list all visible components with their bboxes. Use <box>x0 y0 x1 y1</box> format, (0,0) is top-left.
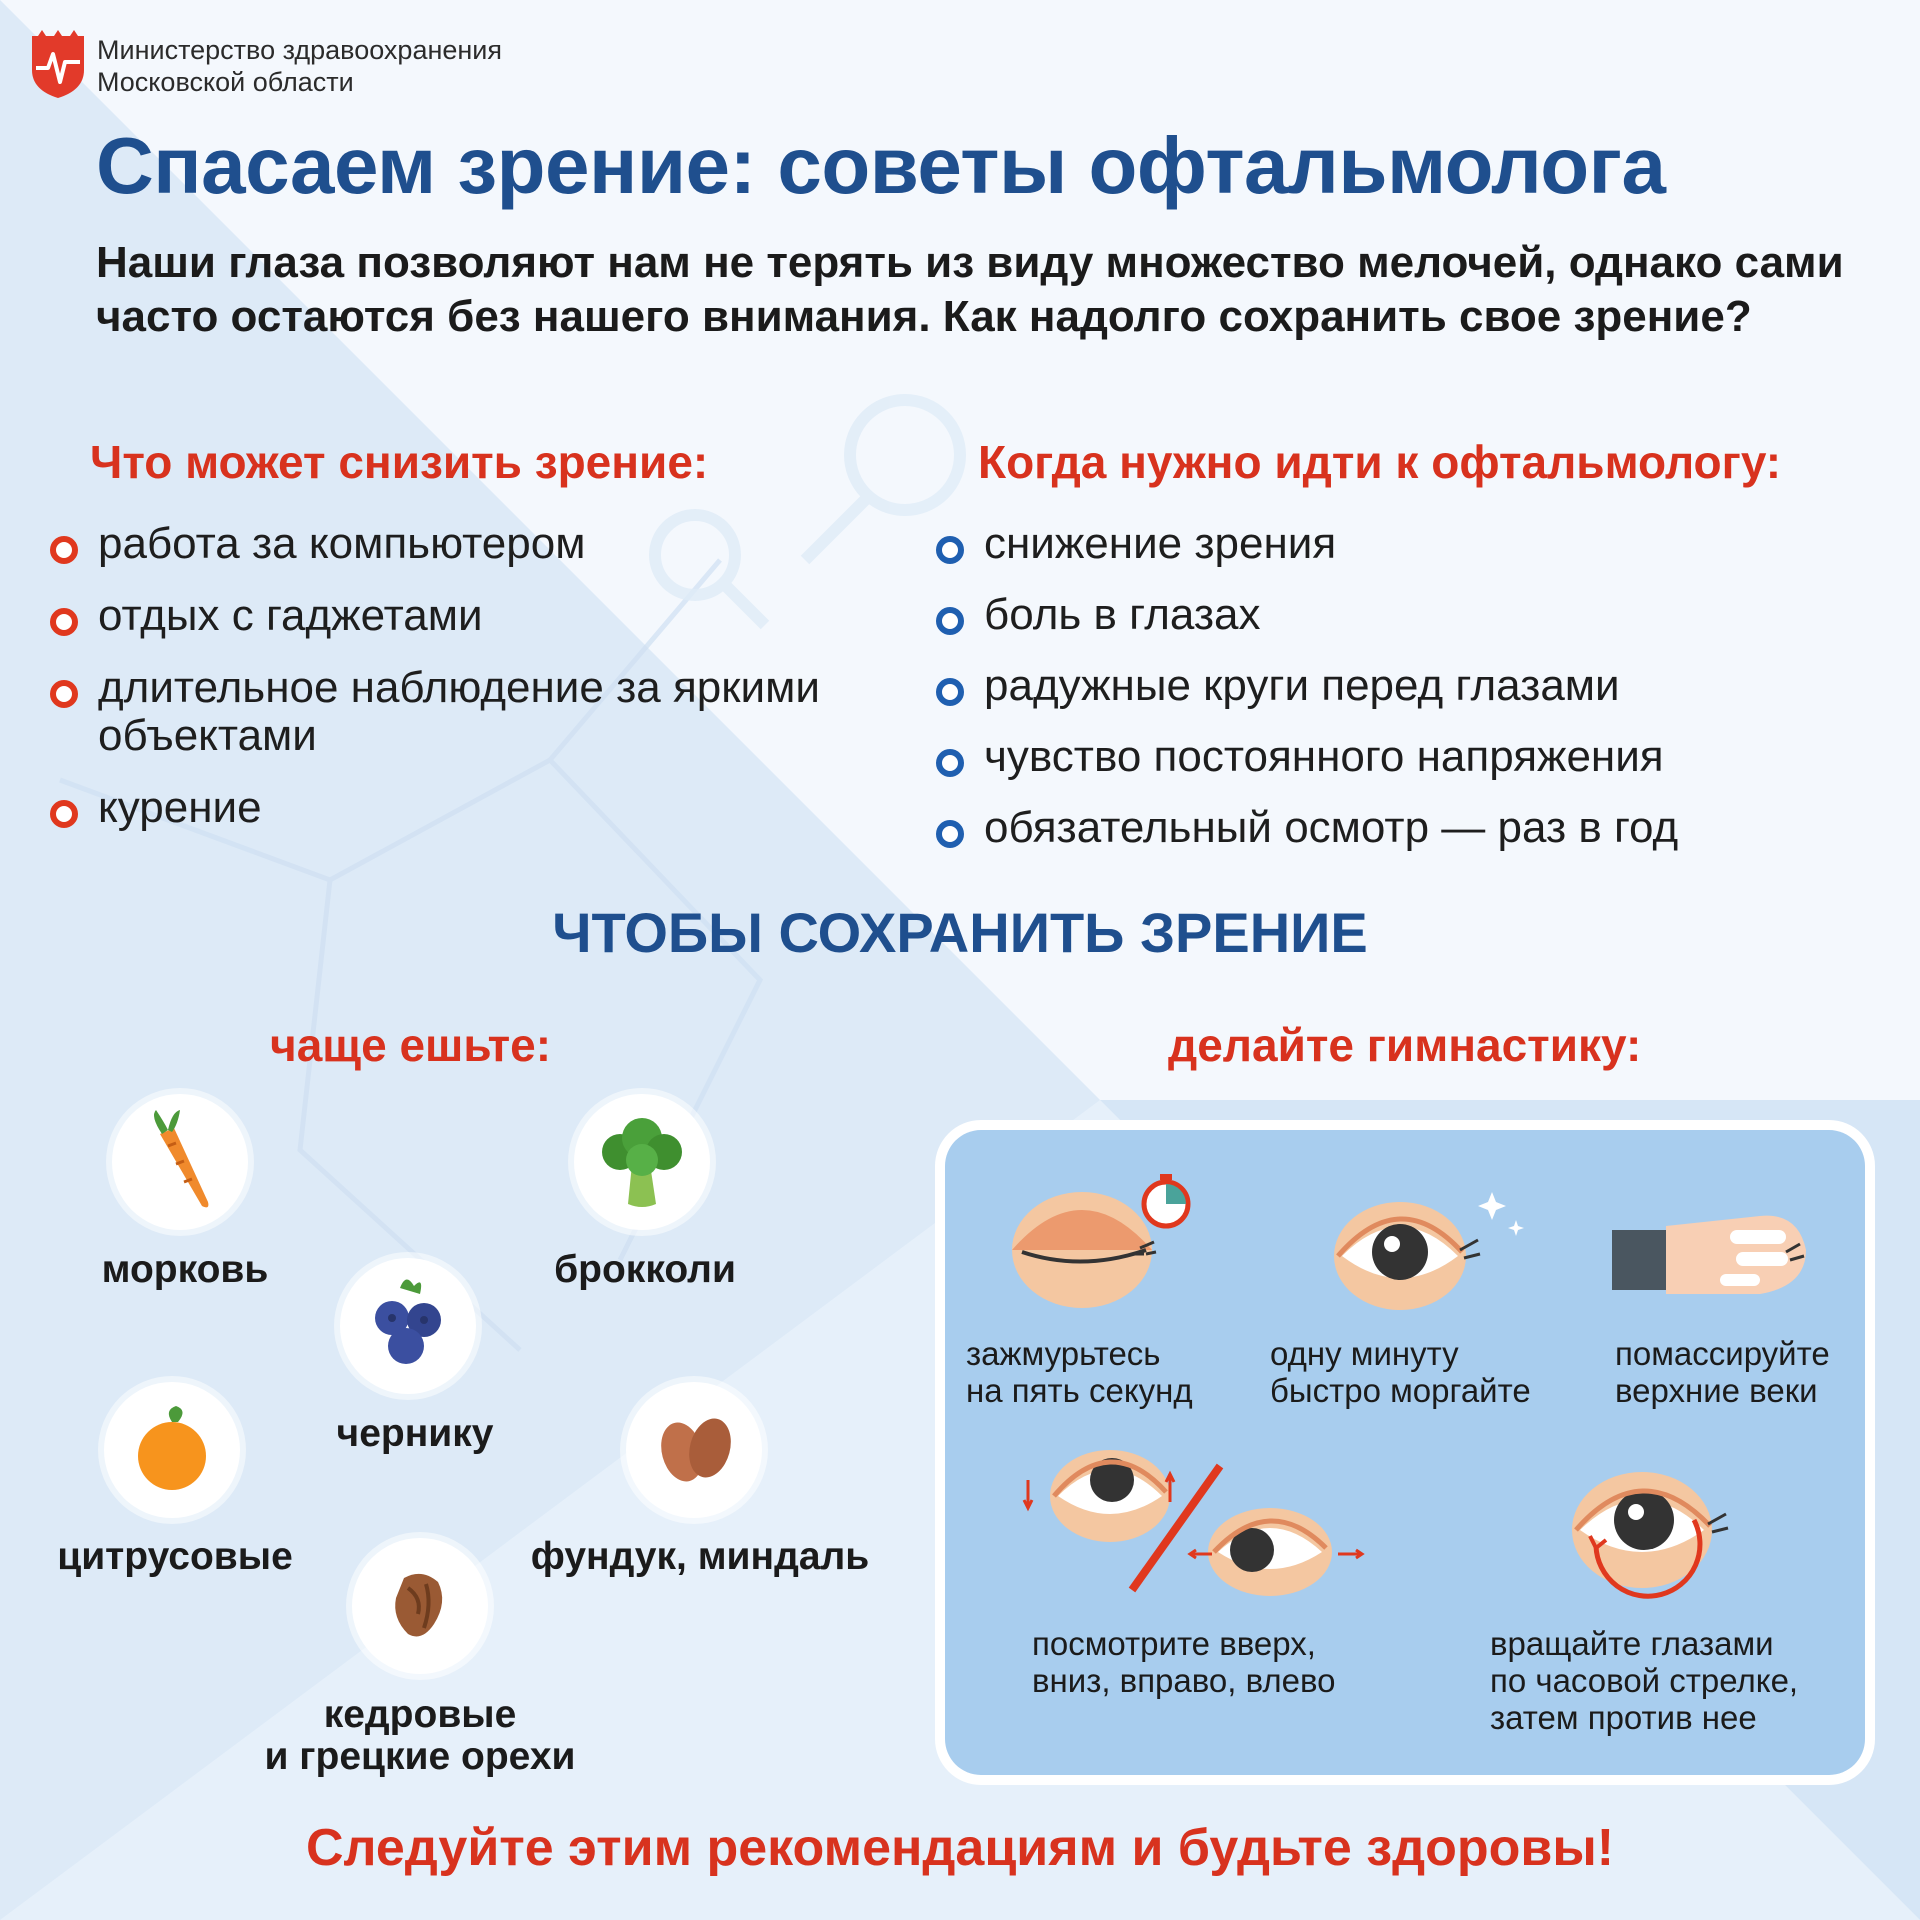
walnut-circle <box>352 1538 488 1674</box>
list-item <box>936 804 1896 852</box>
list-item <box>936 520 1896 568</box>
blueberry-icon <box>340 1258 476 1394</box>
blueberry-label: чернику <box>336 1412 494 1455</box>
pine-walnut-label <box>230 1694 610 1778</box>
exercise-4-line-2: вниз, вправо, влево <box>1032 1662 1336 1699</box>
almond-icon <box>626 1382 762 1518</box>
bullet-icon <box>50 608 78 636</box>
exercise-3-line-2: верхние веки <box>1615 1372 1818 1409</box>
carrot-icon <box>112 1094 248 1230</box>
bullet-icon <box>936 678 964 706</box>
walnut-icon <box>352 1538 488 1674</box>
list-item <box>50 784 910 832</box>
exercise-2-label <box>1270 1335 1531 1409</box>
list-item <box>50 520 910 568</box>
exercise-2-line-1: одну минуту <box>1270 1335 1459 1372</box>
footer-slogan: Следуйте этим рекомендациям и будьте здоровы! <box>305 1819 1615 1877</box>
ministry-name <box>97 34 502 98</box>
list-item-text: курение <box>98 783 262 832</box>
exercise-4-line-1: посмотрите вверх, <box>1032 1625 1316 1662</box>
bullet-icon <box>936 749 964 777</box>
broccoli-icon <box>574 1094 710 1230</box>
closed-eye-timer-icon <box>1000 1160 1200 1320</box>
list-item <box>50 592 910 640</box>
list-item <box>936 662 1896 710</box>
list-item-text: работа за компьютером <box>98 519 586 568</box>
bullet-icon <box>936 536 964 564</box>
exercise-4-label <box>1032 1625 1336 1699</box>
bullet-icon <box>50 536 78 564</box>
list-item-text: отдых с гаджетами <box>98 591 483 640</box>
blueberry-circle <box>340 1258 476 1394</box>
exercise-1-line-2: на пять секунд <box>966 1372 1193 1409</box>
see-doctor-list <box>936 520 1896 875</box>
bullet-icon <box>936 820 964 848</box>
ministry-line-2: Московской области <box>97 67 354 97</box>
exercise-5-line-2: по часовой стрелке, <box>1490 1662 1799 1699</box>
reduce-vision-list <box>50 520 910 856</box>
exercise-3-line-1: помассируйте <box>1615 1335 1830 1372</box>
exercise-5-line-3: затем против нее <box>1490 1699 1757 1736</box>
list-item-text: радужные круги перед глазами <box>984 661 1620 710</box>
pine-walnut-label-line-1: кедровые <box>323 1693 517 1736</box>
exercise-1-line-1: зажмурьтесь <box>966 1335 1161 1372</box>
exercise-5-label <box>1490 1625 1798 1736</box>
broccoli-circle <box>574 1094 710 1230</box>
save-vision-heading: ЧТОБЫ СОХРАНИТЬ ЗРЕНИЕ <box>552 901 1368 964</box>
open-eye-sparkle-icon <box>1320 1180 1540 1320</box>
list-item <box>936 733 1896 781</box>
see-doctor-heading: Когда нужно идти к офтальмологу: <box>978 436 1782 488</box>
hand-massage-eyelid-icon <box>1610 1190 1830 1320</box>
nuts-label: фундук, миндаль <box>530 1535 870 1578</box>
orange-circle <box>104 1382 240 1518</box>
list-item-text: длительное наблюдение за яркими объектами <box>98 663 820 760</box>
eat-more-heading: чаще ешьте: <box>270 1019 552 1071</box>
exercise-1-label <box>966 1335 1193 1409</box>
list-item-text: обязательный осмотр — раз в год <box>984 803 1679 852</box>
almond-circle <box>626 1382 762 1518</box>
exercise-2-line-2: быстро моргайте <box>1270 1372 1531 1409</box>
list-item-text: снижение зрения <box>984 519 1337 568</box>
carrot-label: морковь <box>101 1248 269 1291</box>
moscow-region-coat-of-arms-icon <box>28 30 88 100</box>
bullet-icon <box>50 680 78 708</box>
eye-rotation-icon <box>1560 1450 1760 1600</box>
intro-text: Наши глаза позволяют нам не терять из виду множество мелочей, однако сами часто остаются без нашего внимания. Как надолго сохранить свое зрение? <box>96 238 1844 341</box>
orange-icon <box>104 1382 240 1518</box>
list-item <box>50 664 910 760</box>
exercise-5-line-1: вращайте глазами <box>1490 1625 1774 1662</box>
carrot-circle <box>112 1094 248 1230</box>
bullet-icon <box>936 607 964 635</box>
ministry-line-1: Министерство здравоохранения <box>97 35 502 65</box>
pine-walnut-label-line-2: и грецкие орехи <box>264 1735 576 1778</box>
eye-directions-icon <box>1020 1440 1380 1600</box>
bullet-icon <box>50 800 78 828</box>
list-item-text: боль в глазах <box>984 590 1261 639</box>
eye-gymnastics-heading: делайте гимнастику: <box>1168 1019 1642 1071</box>
broccoli-label: брокколи <box>554 1248 736 1291</box>
reduce-vision-heading: Что может снизить зрение: <box>90 436 709 488</box>
list-item-text: чувство постоянного напряжения <box>984 732 1664 781</box>
exercise-3-label <box>1615 1335 1830 1409</box>
citrus-label: цитрусовые <box>57 1535 293 1578</box>
page-title: Спасаем зрение: советы офтальмолога <box>96 121 1666 210</box>
list-item <box>936 591 1896 639</box>
